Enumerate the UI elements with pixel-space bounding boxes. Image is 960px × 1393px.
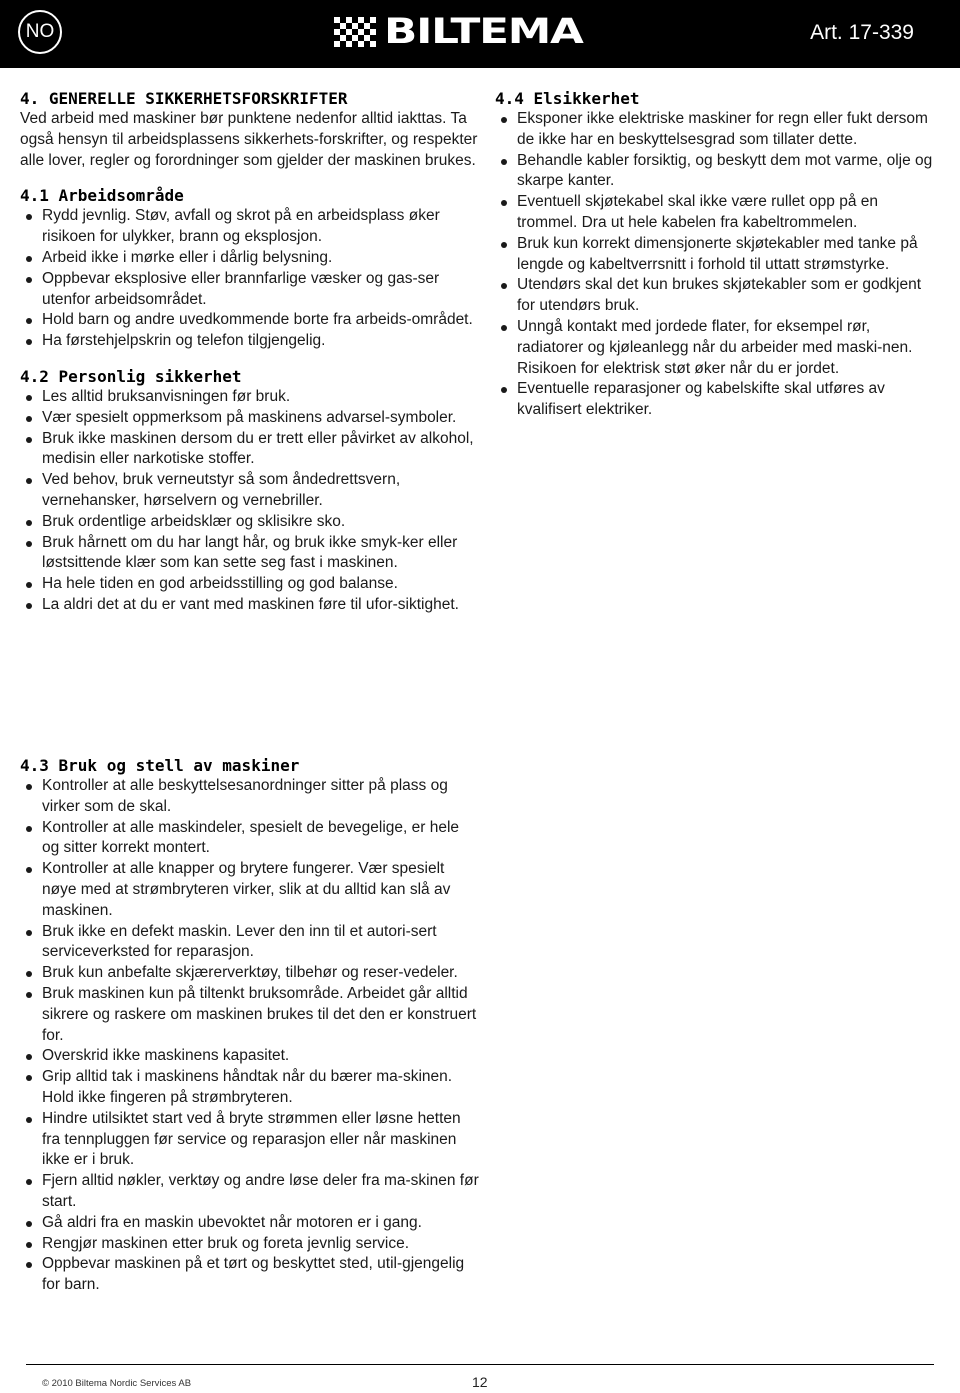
page-number: 12	[472, 1374, 488, 1390]
list-item: Les alltid bruksanvisningen før bruk.	[20, 387, 480, 408]
bullet-list	[20, 387, 480, 616]
list-item: Gå aldri fra en maskin ubevoktet når motoren er i gang.	[20, 1213, 480, 1234]
article-number: Art. 17-339	[810, 21, 914, 44]
list-item: Oppbevar maskinen på et tørt og beskyttet sted, util-gjengelig for barn.	[20, 1254, 480, 1296]
bullet-list	[20, 206, 480, 352]
list-item: Hindre utilsiktet start ved å bryte strømmen eller løsne hetten fra tennpluggen før service og reparasjon eller når maskinen ikke er i bruk.	[20, 1109, 480, 1171]
list-item: Bruk kun anbefalte skjærerverktøy, tilbehør og reser-vedeler.	[20, 963, 480, 984]
bottom-left-column	[20, 755, 480, 1310]
section-title: 4. GENERELLE SIKKERHETSFORSKRIFTER	[20, 89, 348, 108]
list-item: Unngå kontakt med jordede flater, for eksempel rør, radiatorer og kjøleanlegg når du arbeider med maski-nen. Risikoen for elektrisk støt øker når du er jordet.	[495, 317, 940, 379]
list-item: Fjern alltid nøkler, verktøy og andre løse deler fra ma-skinen før start.	[20, 1171, 480, 1213]
section-electrical-safety	[495, 88, 940, 421]
list-item: Arbeid ikke i mørke eller i dårlig belysning.	[20, 248, 480, 269]
list-item: Rengjør maskinen etter bruk og foreta jevnlig service.	[20, 1234, 480, 1255]
list-item: Bruk maskinen kun på tiltenkt bruksområde. Arbeidet går alltid sikrere og raskere om maskinen brukes til det den er konstruert for.	[20, 984, 480, 1046]
list-item: Behandle kabler forsiktig, og beskytt dem mot varme, olje og skarpe kanter.	[495, 151, 940, 193]
list-item: Overskrid ikke maskinens kapasitet.	[20, 1046, 480, 1067]
list-item: La aldri det at du er vant med maskinen føre til ufor-siktighet.	[20, 595, 480, 616]
section-title: 4.3 Bruk og stell av maskiner	[20, 756, 300, 775]
section-title: 4.1 Arbeidsområde	[20, 186, 184, 206]
page-header	[0, 0, 960, 68]
list-item: Kontroller at alle knapper og brytere fungerer. Vær spesielt nøye med at strømbryteren virker, slik at du alltid kan slå av maskinen.	[20, 859, 480, 921]
language-badge: NO	[18, 10, 62, 54]
brand-logo	[334, 12, 583, 52]
list-item: Ha førstehjelpskrin og telefon tilgjengelig.	[20, 331, 480, 352]
section-general-safety	[20, 88, 480, 171]
list-item: Ved behov, bruk verneutstyr så som åndedrettsvern, vernehansker, hørselvern og vernebriller.	[20, 470, 480, 512]
list-item: Bruk ordentlige arbeidsklær og sklisikre sko.	[20, 512, 480, 533]
section-title: 4.2 Personlig sikkerhet	[20, 366, 242, 386]
footer-divider	[26, 1364, 934, 1365]
section-personal-safety	[20, 366, 480, 616]
list-item: Grip alltid tak i maskinens håndtak når du bærer ma-skinen. Hold ikke fingeren på strømbryteren.	[20, 1067, 480, 1109]
list-item: Ha hele tiden en god arbeidsstilling og god balanse.	[20, 574, 480, 595]
section-machine-use-care	[20, 755, 480, 1296]
list-item: Bruk hårnett om du har langt hår, og bruk ikke smyk-ker eller løstsittende klær som kan sette seg fast i maskinen.	[20, 533, 480, 575]
brand-name: BILTEMA	[384, 12, 583, 52]
list-item: Rydd jevnlig. Støv, avfall og skrot på en arbeidsplass øker risikoen for ulykker, brann og eksplosjon.	[20, 206, 480, 248]
section-intro: Ved arbeid med maskiner bør punktene nedenfor alltid iakttas. Ta også hensyn til arbeidsplassens sikkerhets-forskrifter, og respekter alle lover, regler og forordninger som gjelder der maskinen brukes.	[20, 110, 478, 169]
list-item: Kontroller at alle maskindeler, spesielt de bevegelige, er hele og sitter korrekt montert.	[20, 818, 480, 860]
list-item: Bruk kun korrekt dimensjonerte skjøtekabler med tanke på lengde og kabeltverrsnitt i forhold til uttatt strømstyrke.	[495, 234, 940, 276]
list-item: Bruk ikke en defekt maskin. Lever den inn til et autori-sert serviceverksted for reparasjon.	[20, 922, 480, 964]
list-item: Vær spesielt oppmerksom på maskinens advarsel-symboler.	[20, 408, 480, 429]
section-work-area	[20, 185, 480, 352]
bullet-list	[495, 109, 940, 421]
right-column	[495, 88, 940, 435]
list-item: Oppbevar eksplosive eller brannfarlige væsker og gas-ser utenfor arbeidsområdet.	[20, 269, 480, 311]
copyright-text: © 2010 Biltema Nordic Services AB	[42, 1378, 192, 1389]
list-item: Hold barn og andre uvedkommende borte fra arbeids-området.	[20, 310, 480, 331]
left-column	[20, 88, 480, 630]
list-item: Bruk ikke maskinen dersom du er trett eller påvirket av alkohol, medisin eller narkotiske stoffer.	[20, 429, 480, 471]
section-title: 4.4 Elsikkerhet	[495, 89, 640, 108]
list-item: Eventuelle reparasjoner og kabelskifte skal utføres av kvalifisert elektriker.	[495, 379, 940, 421]
list-item: Kontroller at alle beskyttelsesanordninger sitter på plass og virker som de skal.	[20, 776, 480, 818]
list-item: Utendørs skal det kun brukes skjøtekabler som er godkjent for utendørs bruk.	[495, 275, 940, 317]
list-item: Eksponer ikke elektriske maskiner for regn eller fukt dersom de ikke har en beskyttelsesgrad som tillater dette.	[495, 109, 940, 151]
bullet-list	[20, 776, 480, 1296]
list-item: Eventuell skjøtekabel skal ikke være rullet opp på en trommel. Dra ut hele kabelen fra kabeltrommelen.	[495, 192, 940, 234]
checkered-flag-icon	[334, 13, 378, 51]
page-footer	[0, 1364, 960, 1393]
